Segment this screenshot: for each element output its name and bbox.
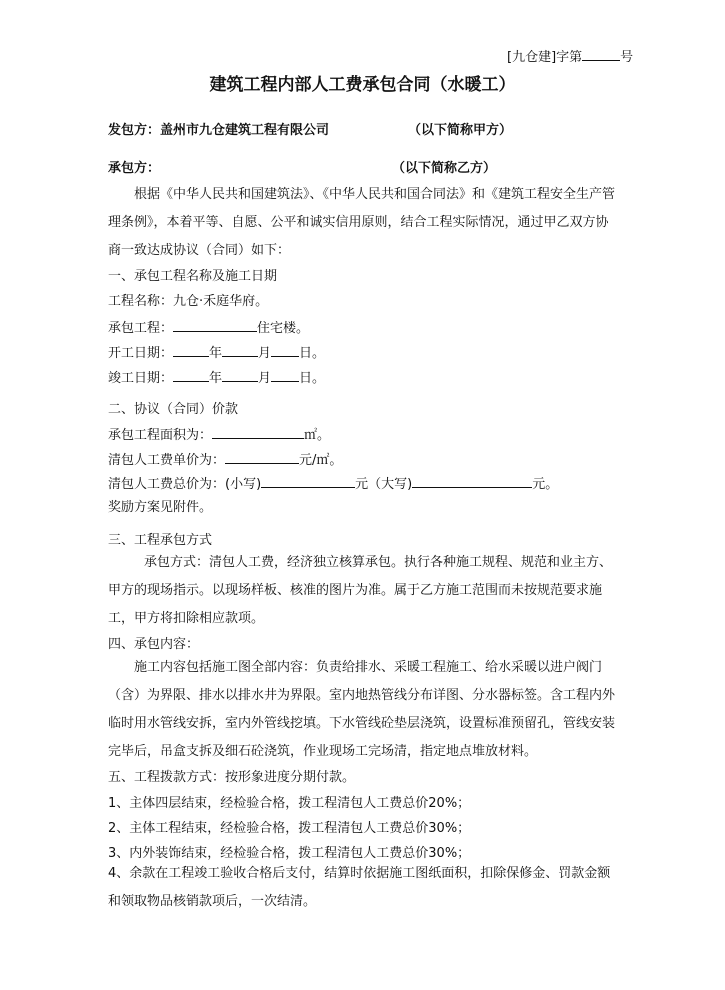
- payment-item-4-text: 4、余款在工程竣工验收合格后支付，结算时依据施工图纸面积，扣除保修金、罚款金额和领取物品核销款项后，一次结清。: [108, 866, 611, 909]
- total-lower-blank: [261, 474, 355, 488]
- section2-heading: 二、协议（合同）价款: [108, 402, 239, 417]
- end-year-unit: 年: [209, 371, 223, 386]
- area-unit: ㎡。: [304, 428, 331, 443]
- section4-body: [108, 654, 618, 766]
- end-month-unit: 月: [258, 371, 272, 386]
- party-b-label: 承包方：: [108, 161, 161, 176]
- reference-prefix: [九仓建]字第: [507, 50, 583, 65]
- party-b-abbr: （以下简称乙方）: [392, 161, 497, 176]
- area-blank: [212, 425, 304, 439]
- unit-price-blank: [225, 450, 299, 464]
- party-a-line: [108, 122, 329, 140]
- section3-text: 承包方式：清包人工费，经济独立核算承包。执行各种施工规程、规范和业主方、甲方的现场指示。以现场样板、核准的图片为准。属于乙方施工范围而未按规范要求施工，甲方将扣除相应款项。: [108, 555, 613, 626]
- end-month-blank: [222, 368, 258, 382]
- payment-item-3: 3、内外装饰结束，经检验合格，拨工程清包人工费总价30%；: [108, 846, 471, 861]
- end-day-blank: [271, 368, 299, 382]
- area-label: 承包工程面积为：: [108, 428, 213, 443]
- reference-number: [507, 47, 633, 67]
- document-title: 建筑工程内部人工费承包合同（水暖工）: [209, 75, 516, 95]
- contract-work-suffix: 住宅楼。: [257, 321, 310, 336]
- bonus-note: 奖励方案见附件。: [108, 500, 213, 515]
- total-price-mid: 元（大写): [355, 477, 413, 492]
- start-date-line: [108, 343, 325, 363]
- reference-number-blank: [582, 47, 620, 61]
- unit-price-unit: 元/㎡。: [299, 453, 343, 468]
- party-a-abbr: （以下简称甲方）: [408, 123, 513, 138]
- total-price-line: [108, 474, 558, 494]
- end-day-unit: 日。: [299, 371, 326, 386]
- party-a-label: 发包方：: [108, 123, 161, 138]
- start-month-unit: 月: [258, 346, 272, 361]
- end-date-label: 竣工日期：: [108, 371, 174, 386]
- start-day-blank: [271, 343, 299, 357]
- project-name: 工程名称：九仓·禾庭华府。: [108, 294, 269, 309]
- party-a-name: 盖州市九仓建筑工程有限公司: [160, 123, 330, 138]
- contract-work-line: [108, 318, 309, 338]
- reference-suffix: 号: [620, 50, 634, 65]
- start-year-blank: [173, 343, 209, 357]
- start-year-unit: 年: [209, 346, 223, 361]
- start-month-blank: [222, 343, 258, 357]
- start-day-unit: 日。: [299, 346, 326, 361]
- section4-heading: 四、承包内容：: [108, 637, 200, 652]
- end-date-line: [108, 368, 325, 388]
- unit-price-label: 清包人工费单价为：: [108, 453, 226, 468]
- section3-heading: 三、工程承包方式: [108, 533, 213, 548]
- total-price-end: 元。: [532, 477, 559, 492]
- payment-item-1: 1、主体四层结束，经检验合格，拨工程清包人工费总价20%；: [108, 796, 471, 811]
- payment-item-2: 2、主体工程结束，经检验合格，拨工程清包人工费总价30%；: [108, 821, 471, 836]
- end-year-blank: [173, 368, 209, 382]
- section4-text: 施工内容包括施工图全部内容：负责给排水、采暖工程施工、给水采暖以进户阀门（含）为界限、排水以排水井为界限。室内地热管线分布详图、分水器标签。含工程内外临时用水管线安拆，室内外管线挖填。下水管线砼垫层浇筑，设置标准预留孔，管线安装完毕后，吊盒支拆及细石砼浇筑，作业现场工完场清，指定地点堆放材料。: [108, 660, 616, 759]
- intro-paragraph: [108, 181, 618, 265]
- total-price-label: 清包人工费总价为：(小写): [108, 477, 262, 492]
- contract-work-blank: [173, 318, 257, 332]
- section3-body: [108, 549, 618, 633]
- payment-item-4: [108, 860, 618, 916]
- unit-price-line: [108, 450, 342, 470]
- total-upper-blank: [412, 474, 532, 488]
- intro-text: 根据《中华人民共和国建筑法》、《中华人民共和国合同法》和《建筑工程安全生产管理条例》，本着平等、自愿、公平和诚实信用原则，结合工程实际情况，通过甲乙双方协商一致达成协议（合同）如下：: [108, 187, 616, 258]
- area-line: [108, 425, 330, 445]
- section1-heading: 一、承包工程名称及施工日期: [108, 269, 278, 284]
- section5-heading: 五、工程拨款方式：按形象进度分期付款。: [108, 770, 356, 785]
- start-date-label: 开工日期：: [108, 346, 174, 361]
- contract-work-label: 承包工程：: [108, 321, 174, 336]
